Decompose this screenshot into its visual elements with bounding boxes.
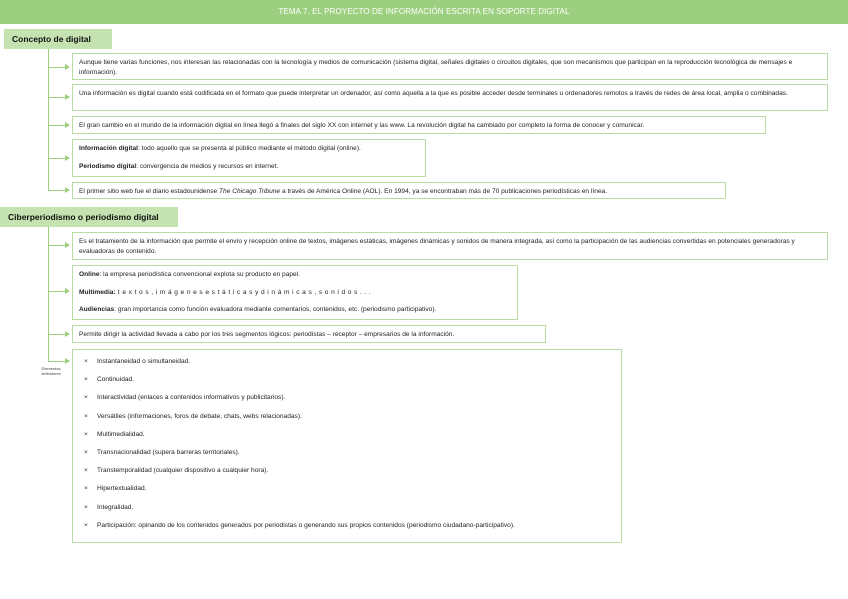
arrow-right-icon — [65, 122, 70, 128]
elements-list — [79, 353, 615, 535]
bullet-x-icon: × — [84, 485, 88, 493]
text-part: a través de América Online (AOL). En 1994, ya se encontraban más de 70 publicaciones periodísticas en línea. — [280, 188, 608, 195]
bullet-x-icon: × — [84, 412, 88, 420]
ciber-box-segmentos[interactable] — [72, 325, 546, 343]
list-item — [79, 517, 615, 535]
connector-line — [48, 291, 66, 292]
list-item-text: Participación: opinando de los contenidos generados por periodistas o generando sus propios contenidos (periodismo ciudadano-participativo). — [97, 521, 515, 529]
term: Audiencias — [79, 306, 115, 313]
arrow-right-icon — [65, 358, 70, 364]
bullet-x-icon: × — [84, 358, 88, 365]
bullet-x-icon: × — [84, 448, 88, 456]
connector-line — [48, 97, 66, 98]
arrow-right-icon — [65, 94, 70, 100]
bullet-x-icon: × — [84, 430, 88, 438]
arrow-right-icon — [65, 64, 70, 70]
definition-row — [79, 144, 419, 154]
side-label-elementos: Elementos definidores — [41, 366, 61, 376]
definition: : gran importancia como función evaluadora mediante comentarios, contenidos, etc. (periodismo participativo). — [114, 306, 437, 313]
newspaper-name: The Chicago Tribune — [219, 188, 281, 195]
list-item — [79, 408, 615, 426]
ciber-box-tipos[interactable] — [72, 265, 518, 320]
arrow-right-icon — [65, 242, 70, 248]
concept-box-primer-sitio[interactable] — [72, 182, 726, 199]
list-item-text: Interactividad (enlaces a contenidos informativos y publicitarios). — [97, 394, 286, 402]
list-item-text: Continuidad. — [97, 376, 135, 384]
term: Periodismo digital — [79, 162, 137, 170]
concept-box-funciones[interactable] — [72, 53, 828, 80]
list-item-text: Hipertextualidad. — [97, 485, 147, 493]
arrow-right-icon — [65, 331, 70, 337]
definition: : la empresa periodística convencional explota su producto en papel. — [99, 271, 301, 278]
list-item — [79, 480, 615, 498]
ciber-box-tratamiento[interactable] — [72, 232, 828, 260]
box-text: El gran cambio en el mundo de la información digital en línea llegó a finales del siglo XX con internet y las www. La revolución digital ha cambiado por completo la forma de conocer y comunicar. — [79, 122, 645, 129]
connector-line — [48, 245, 66, 246]
connector-line — [48, 158, 66, 159]
connector-line — [48, 190, 66, 191]
box-text: Permite dirigir la actividad llevada a cabo por los tres segmentos lógicos: periodistas – receptor – empresarios de la información. — [79, 331, 455, 338]
connector-line — [48, 334, 66, 335]
connector-line — [48, 227, 49, 362]
term: Online — [79, 271, 100, 278]
bullet-x-icon: × — [84, 503, 88, 511]
list-item-text: Instantaneidad o simultaneidad. — [97, 358, 191, 365]
box-text: Una información es digital cuando está codificada en el formato que puede interpretar un ordenador, así como aquella a la que es posible acceder desde terminales u ordenadores remotos a través de redes de área local, amplia o combinadas. — [79, 90, 788, 97]
list-item-text: Transtemporalidad (cualquier dispositivo a cualquier hora). — [97, 467, 269, 475]
ciber-box-elementos-definidores[interactable] — [72, 349, 622, 543]
list-item-text: Integralidad. — [97, 503, 134, 511]
arrow-right-icon — [65, 155, 70, 161]
bullet-x-icon: × — [84, 394, 88, 402]
connector-line — [48, 125, 66, 126]
definition: : convergencia de medios y recursos en internet. — [136, 162, 279, 170]
section-heading-concepto-digital[interactable]: Concepto de digital — [4, 29, 112, 49]
list-item — [79, 389, 615, 407]
concept-box-definiciones[interactable] — [72, 139, 426, 177]
list-item — [79, 371, 615, 389]
definition-row — [79, 305, 511, 315]
connector-line — [48, 361, 66, 362]
definition: t e x t o s , i m á g e n e s e s t á t i c a s y d i n á m i c a s , s o n i d o s . . . — [115, 288, 372, 296]
text-part: El primer sitio web fue el diario estadounidense — [79, 188, 220, 195]
term: Multimedia: — [79, 288, 116, 296]
box-text: Aunque tiene varias funciones, nos interesan las relacionadas con la tecnología y medios de comunicación (sistema digital, señales digitales o circuitos digitales, que son mecanismos que participan en la reproducción tecnológica de mensajes e información). — [79, 59, 793, 76]
list-item-text: Transnacionalidad (supera barreras territoriales). — [97, 448, 240, 456]
concept-box-gran-cambio[interactable] — [72, 116, 766, 134]
definition-row — [79, 270, 511, 280]
arrow-right-icon — [65, 187, 70, 193]
list-item-text: Versátiles (informaciones, foros de debate, chats, webs relacionadas). — [97, 412, 302, 420]
box-text — [79, 187, 719, 197]
list-item-text: Multimedialidad. — [97, 430, 145, 438]
list-item — [79, 353, 615, 371]
list-item — [79, 462, 615, 480]
term: Información digital — [79, 145, 138, 152]
definition-row — [79, 162, 419, 172]
connector-line — [48, 67, 66, 68]
bullet-x-icon: × — [84, 467, 88, 475]
connector-line — [48, 49, 49, 191]
box-text: Es el tratamiento de la información que permite el envío y recepción online de textos, imágenes estáticas, imágenes dinámicas y sonidos de manera integrada, así como la participación de las audiencias convertidas en potenciales generadoras y evaluadoras de contenido. — [79, 238, 795, 255]
bullet-x-icon: × — [84, 376, 88, 384]
list-item — [79, 426, 615, 444]
bullet-x-icon: × — [84, 521, 88, 529]
section-heading-ciberperiodismo[interactable]: Ciberperiodismo o periodismo digital — [0, 207, 178, 227]
list-item — [79, 444, 615, 462]
concept-box-informacion-digital[interactable] — [72, 84, 828, 111]
definition-row — [79, 288, 511, 298]
page-title: TEMA 7. EL PROYECTO DE INFORMACIÓN ESCRITA EN SOPORTE DIGITAL — [0, 0, 848, 24]
arrow-right-icon — [65, 288, 70, 294]
definition: : todo aquello que se presenta al público mediante el método digital (online). — [137, 145, 361, 152]
list-item — [79, 499, 615, 517]
